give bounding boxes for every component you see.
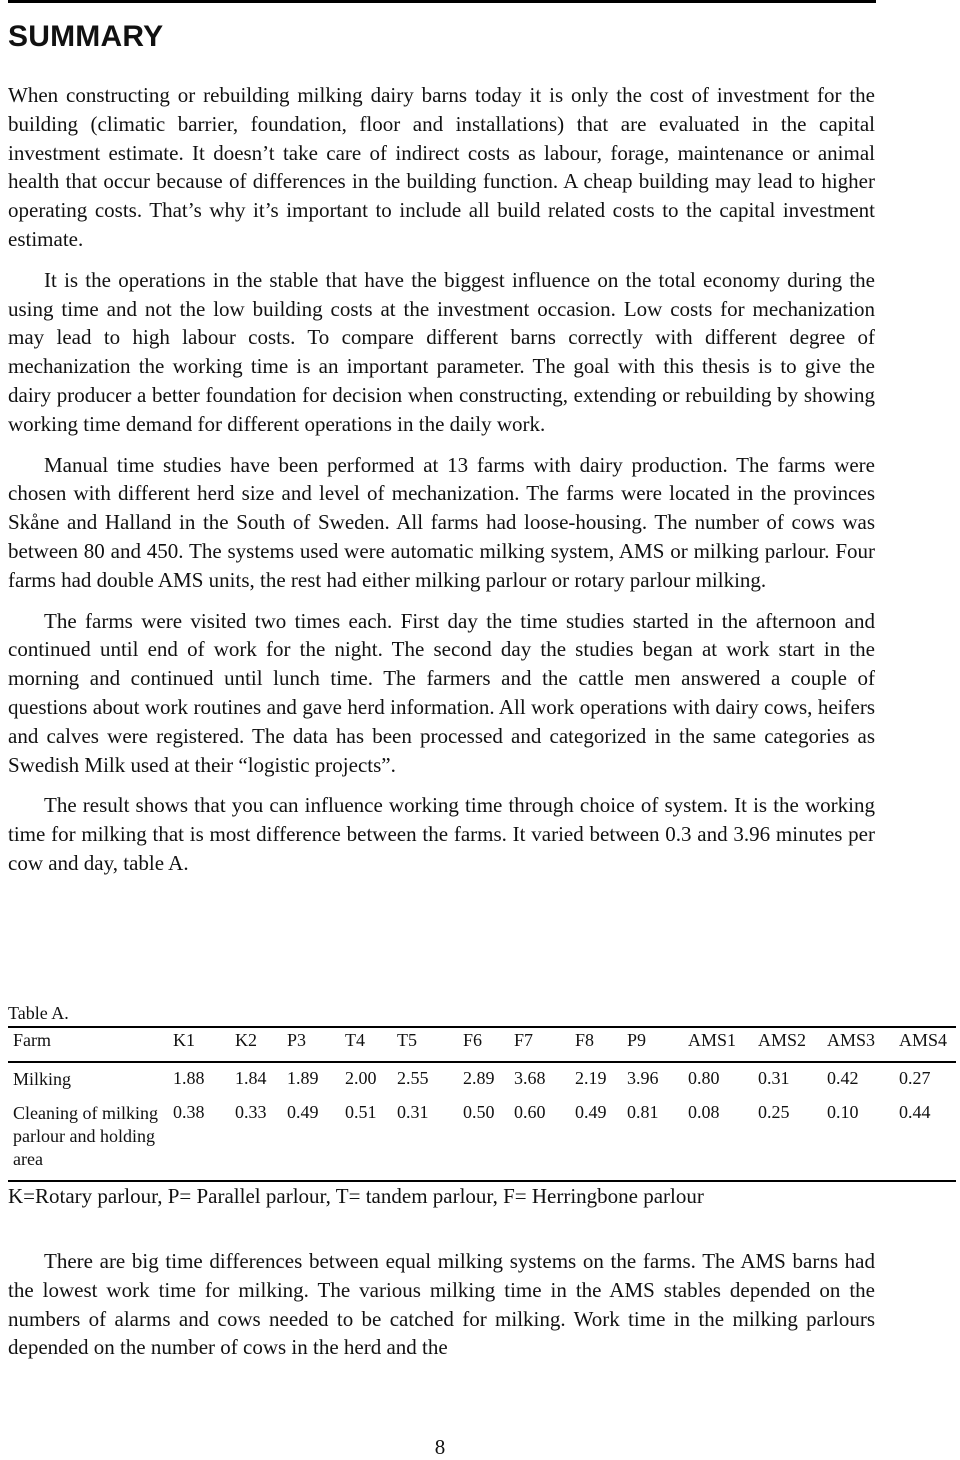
header-cell: F8: [575, 1030, 595, 1050]
page-title: SUMMARY: [8, 20, 164, 53]
row-label: Cleaning of milking parlour and holding area: [13, 1103, 158, 1169]
table-cell: 0.49: [287, 1102, 319, 1122]
paragraph-6: There are big time differences between equal milking systems on the farms. The AMS barns had the lowest work time for milking. The various milking time in the AMS stables depended on the numbers of alarms and cows needed to be catched for milking. Work time in the milking parlours depended on the number of cows in the herd and the: [8, 1249, 875, 1360]
table-cell: 2.89: [463, 1068, 495, 1088]
table-cell: 3.96: [627, 1068, 659, 1088]
table-cell: 0.42: [827, 1068, 859, 1088]
table-cell: 0.31: [397, 1102, 429, 1122]
header-cell: P9: [627, 1030, 647, 1050]
table-cell: 0.33: [235, 1102, 267, 1122]
table-cell: 1.84: [235, 1068, 267, 1088]
table-cell: 0.10: [827, 1102, 859, 1122]
working-time-table: [8, 1028, 956, 1171]
table-cell: 0.44: [899, 1102, 931, 1122]
continuation-text: [8, 1247, 875, 1362]
table-cell: 0.31: [758, 1068, 790, 1088]
table-cell: 0.60: [514, 1102, 546, 1122]
table-cell: 1.88: [173, 1068, 205, 1088]
paragraph-4: The farms were visited two times each. First day the time studies started in the afternoon and continued until end of work for the night. The second day the studies began at work start in the morning and continued until lunch time. The farmers and the cattle men answered a couple of questions about work routines and gave herd information. All work operations with dairy cows, heifers and calves were registered. The data has been processed and categorized in the same categories as Swedish Milk used at their “logistic projects”.: [8, 608, 875, 777]
header-cell: AMS4: [899, 1030, 948, 1050]
top-rule: [8, 0, 876, 3]
header-cell: K1: [173, 1030, 195, 1050]
paragraph-5: The result shows that you can influence working time through choice of system. It is the working time for milking that is most difference between the farms. It varied between 0.3 and 3.96 minutes per cow and day, table A.: [8, 793, 875, 875]
paragraph-3: Manual time studies have been performed at 13 farms with dairy production. The farms were chosen with different herd size and level of mechanization. The farms were located in the provinces Skåne and Halland in the South of Sweden. All farms had loose-housing. The number of cows was between 80 and 450. The systems used were automatic milking system, AMS or milking parlour. Four farms had double AMS units, the rest had either milking parlour or rotary parlour milking.: [8, 452, 875, 592]
table-cell: 2.19: [575, 1068, 607, 1088]
row-label: Milking: [13, 1069, 72, 1089]
header-cell: T4: [345, 1030, 365, 1050]
table-cell: 1.89: [287, 1068, 319, 1088]
table-cell: 2.00: [345, 1068, 377, 1088]
header-cell: Farm: [13, 1030, 51, 1050]
table-cell: 0.50: [463, 1102, 495, 1122]
table-legend: K=Rotary parlour, P= Parallel parlour, T= tandem parlour, F= Herringbone parlour: [8, 1184, 704, 1208]
header-cell: T5: [397, 1030, 417, 1050]
table-cell: 0.81: [627, 1102, 659, 1122]
table-row: [8, 1066, 956, 1102]
header-cell: F7: [514, 1030, 534, 1050]
summary-body: [8, 81, 875, 890]
paragraph-1: When constructing or rebuilding milking dairy barns today it is only the cost of investment for the building (climatic barrier, foundation, floor and installations) that are evaluated in the capital investment estimate. It doesn’t take care of indirect costs as labour, forage, maintenance or animal health that occur because of differences in the building function. A cheap building may lead to higher operating costs. That’s why it’s important to include all build related costs to the capital investment estimate.: [8, 83, 875, 251]
header-cell: P3: [287, 1030, 307, 1050]
table-cell: 0.08: [688, 1102, 720, 1122]
table-cell: 0.51: [345, 1102, 377, 1122]
header-cell: K2: [235, 1030, 257, 1050]
header-cell: AMS2: [758, 1030, 807, 1050]
table-header-row: [8, 1028, 956, 1066]
header-cell: AMS1: [688, 1030, 737, 1050]
table-row: [8, 1102, 956, 1171]
table-cell: 3.68: [514, 1068, 546, 1088]
table-cell: 0.25: [758, 1102, 790, 1122]
table-cell: 0.49: [575, 1102, 607, 1122]
paragraph-2: It is the operations in the stable that have the biggest influence on the total economy during the using time and not the low building costs at the investment occasion. Low costs for mechanization may lead to high labour costs. To compare different barns correctly with different degree of mechanization the working time is an important parameter. The goal with this thesis is to give the dairy producer a better foundation for decision when constructing, extending or rebuilding by showing working time demand for different operations in the daily work.: [8, 267, 875, 436]
header-cell: F6: [463, 1030, 483, 1050]
header-cell: AMS3: [827, 1030, 876, 1050]
table-bottom-rule: [8, 1180, 956, 1182]
table-cell: 2.55: [397, 1068, 429, 1088]
table-caption: Table A.: [8, 1003, 69, 1023]
table-cell: 0.27: [899, 1068, 931, 1088]
table-cell: 0.38: [173, 1102, 205, 1122]
page-number: 8: [434, 1435, 446, 1459]
table-cell: 0.80: [688, 1068, 720, 1088]
